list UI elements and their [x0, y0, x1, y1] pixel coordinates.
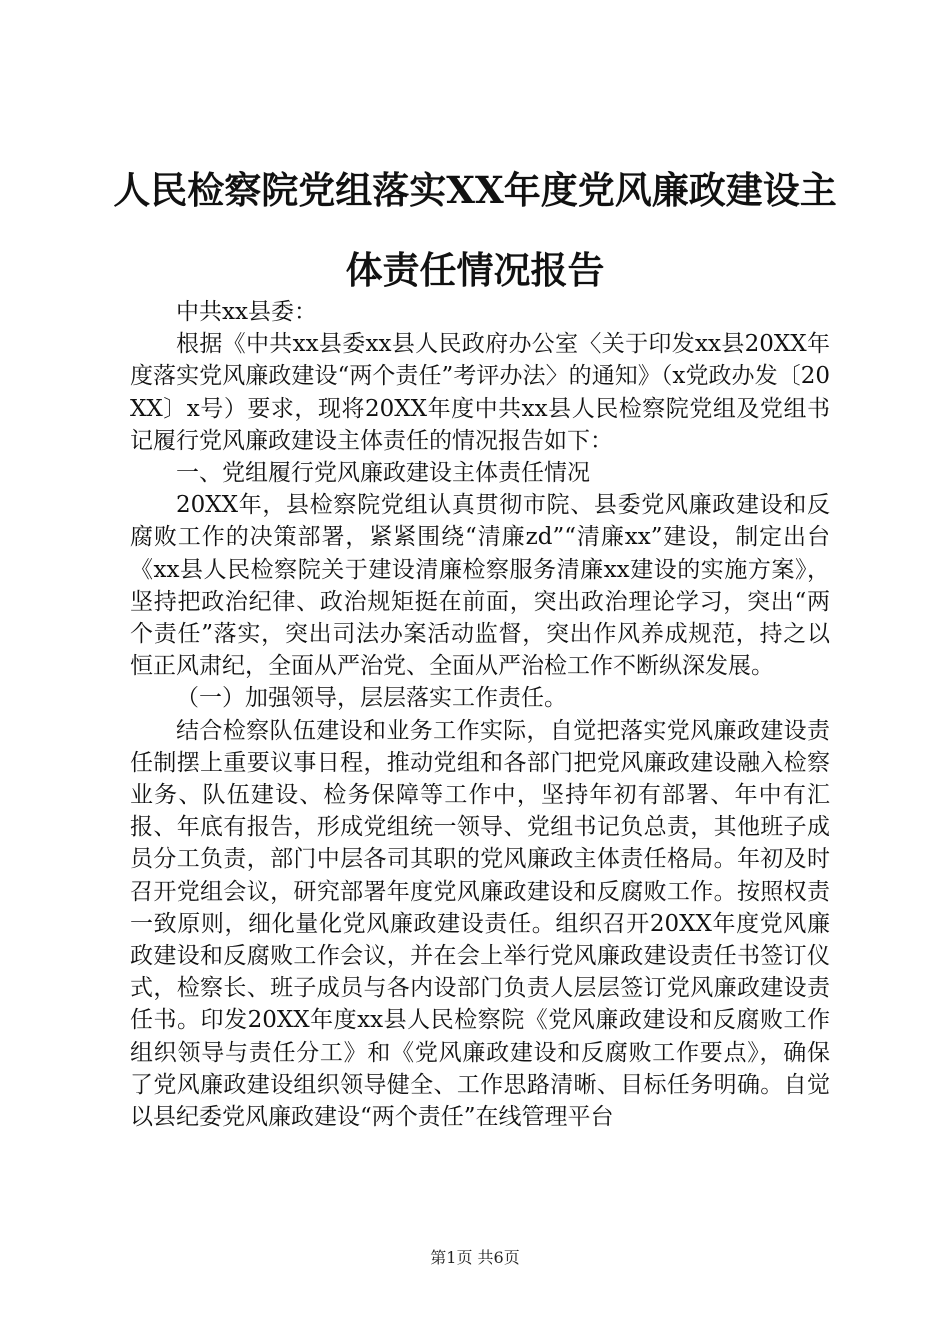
paragraph-3: 结合检察队伍建设和业务工作实际，自觉把落实党风廉政建设责任制摆上重要议事日程，推动党组和各部门把党风廉政建设融入检察业务、队伍建设、检务保障等工作中，坚持年初有部署、年中有汇报、年底有报告，形成党组统一领导、党组书记负总责，其他班子成员分工负责，部门中层各司其职的党风廉政主体责任格局。年初及时召开党组会议，研究部署年度党风廉政建设和反腐败工作。按照权责一致原则，细化量化党风廉政建设责任。组织召开20XX年度党风廉政建设和反腐败工作会议，并在会上举行党风廉政建设责任书签订仪式，检察长、班子成员与各内设部门负责人层层签订党风廉政建设责任书。印发20XX年度xx县人民检察院《党风廉政建设和反腐败工作组织领导与责任分工》和《党风廉政建设和反腐败工作要点》，确保了党风廉政建设组织领导健全、工作思路清晰、目标任务明确。自觉以县纪委党风廉政建设“两个责任”在线管理平台 — [130, 717, 830, 1131]
paragraph-1: 根据《中共xx县委xx县人民政府办公室〈关于印发xx县20XX年度落实党风廉政建设“两个责任”考评办法〉的通知》（x党政办发〔20XX〕x号）要求，现将20XX年度中共xx县人民检察院党组及党组书记履行党风廉政建设主体责任的情况报告如下： — [130, 331, 830, 454]
document-body — [130, 296, 830, 1133]
paragraph-2: 20XX年，县检察院党组认真贯彻市院、县委党风廉政建设和反腐败工作的决策部署，紧紧围绕“清廉zd”“清廉xx”建设，制定出台《xx县人民检察院关于建设清廉检察服务清廉xx建设的实施方案》，坚持把政治纪律、政治规矩挺在前面，突出政治理论学习，突出“两个责任”落实，突出司法办案活动监督，突出作风养成规范，持之以恒正风肃纪，全面从严治党、全面从严治检工作不断纵深发展。 — [130, 492, 830, 680]
page-number: 第1页 共6页 — [430, 1248, 520, 1267]
section-heading-1: 一、党组履行党风廉政建设主体责任情况 — [176, 460, 590, 487]
subsection-heading-1: （一）加强领导，层层落实工作责任。 — [176, 685, 567, 712]
salutation: 中共xx县委： — [176, 299, 317, 325]
document-title: 人民检察院党组落实XX年度党风廉政建设主体责任情况报告 — [113, 168, 837, 292]
